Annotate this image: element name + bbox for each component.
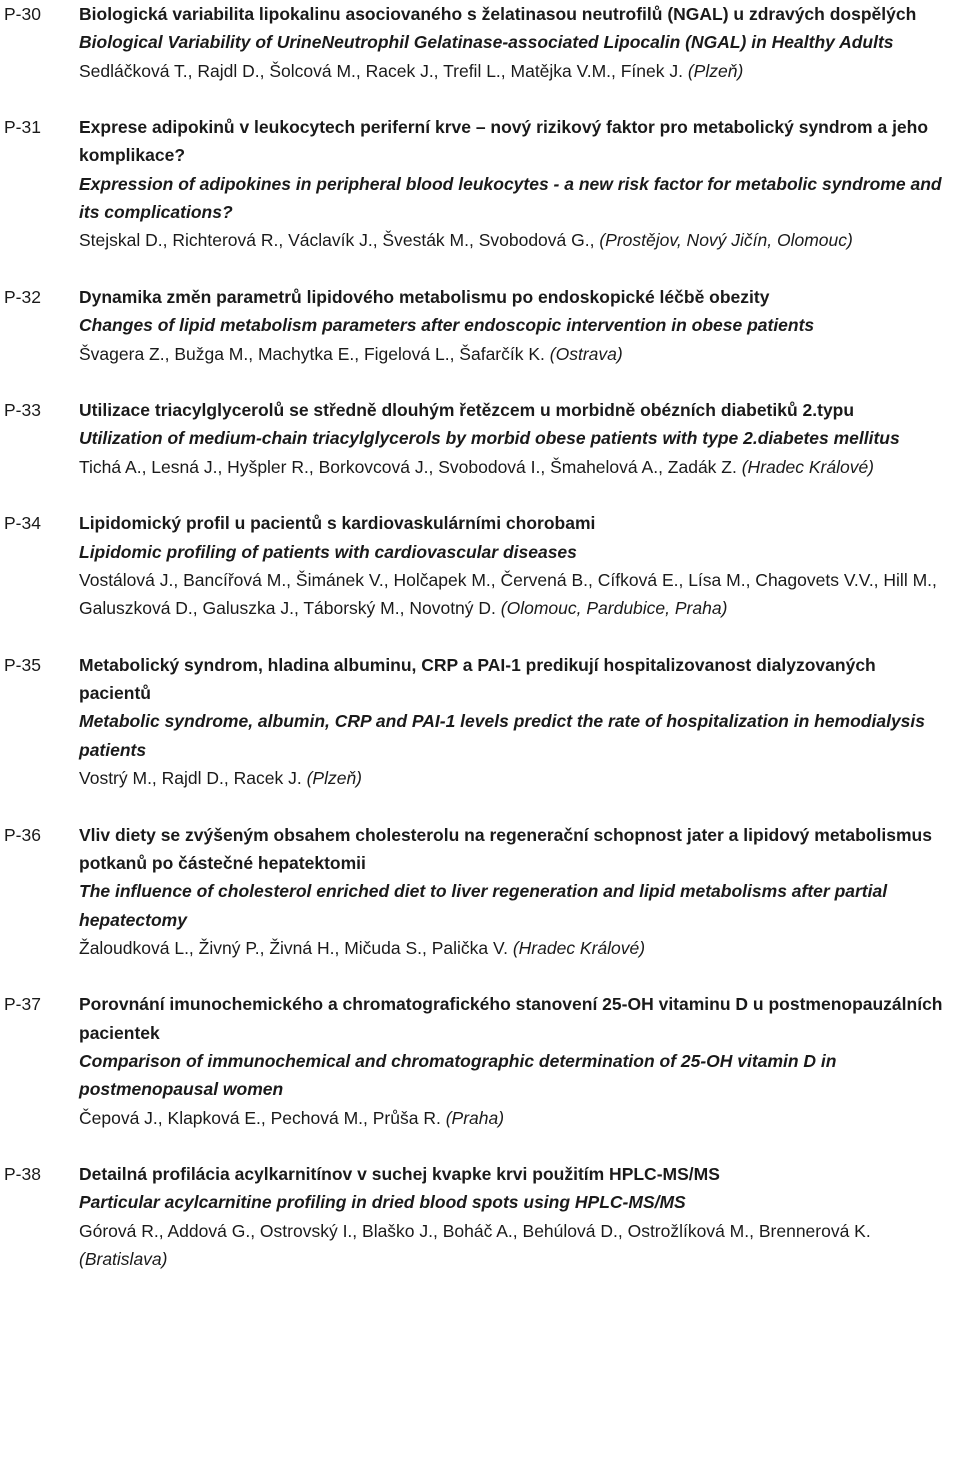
title-english: Particular acylcarnitine profiling in dried blood spots using HPLC-MS/MS xyxy=(79,1192,686,1213)
authors-line xyxy=(79,566,952,623)
spacer xyxy=(0,962,960,990)
entry-p31 xyxy=(0,113,960,254)
title-english: Utilization of medium-chain triacylglycerols by morbid obese patients with type 2.diabetes mellitus xyxy=(79,428,900,449)
entry-code: P-36 xyxy=(4,824,41,845)
authors: Tichá A., Lesná J., Hyšpler R., Borkovcová J., Svobodová I., Šmahelová A., Zadák Z. xyxy=(79,456,737,477)
authors: Stejskal D., Richterová R., Václavík J., Švesták M., Svobodová G., xyxy=(79,230,595,251)
spacer xyxy=(0,255,960,283)
title-czech: Porovnání imunochemického a chromatografického stanovení 25-OH vitaminu D u postmenopauzálních pacientek xyxy=(79,994,943,1043)
place: (Bratislava) xyxy=(79,1249,168,1270)
entry-p37 xyxy=(0,990,960,1131)
authors: Čepová J., Klapková E., Pechová M., Průša R. xyxy=(79,1107,441,1128)
entry-code: P-33 xyxy=(4,400,41,421)
place: (Hradec Králové) xyxy=(741,456,875,477)
entry-p34 xyxy=(0,509,960,622)
place: (Plzeň) xyxy=(306,768,363,789)
authors: Švagera Z., Bužga M., Machytka E., Figelová L., Šafarčík K. xyxy=(79,343,545,364)
place: (Plzeň) xyxy=(687,60,744,81)
title-czech: Utilizace triacylglycerolů se středně dlouhým řetězcem u morbidně obézních diabetiků 2.typu xyxy=(79,400,855,421)
place: (Hradec Králové) xyxy=(512,937,646,958)
title-czech: Dynamika změn parametrů lipidového metabolismu po endoskopické léčbě obezity xyxy=(79,286,770,307)
entry-p33 xyxy=(0,396,960,481)
title-english: Expression of adipokines in peripheral blood leukocytes - a new risk factor for metabolic syndrome and its complications? xyxy=(79,173,942,223)
title-english: Lipidomic profiling of patients with cardiovascular diseases xyxy=(79,541,577,562)
entry-content xyxy=(79,396,960,481)
authors: Sedláčková T., Rajdl D., Šolcová M., Racek J., Trefil L., Matějka V.M., Fínek J. xyxy=(79,60,683,81)
entry-content xyxy=(79,509,960,622)
spacer xyxy=(0,792,960,820)
entry-code: P-31 xyxy=(4,117,41,138)
entry-content xyxy=(79,0,960,85)
place: (Ostrava) xyxy=(549,343,623,364)
entry-content xyxy=(79,990,960,1131)
spacer xyxy=(0,481,960,509)
authors-line xyxy=(79,764,952,792)
entry-p35 xyxy=(0,651,960,792)
entry-content xyxy=(79,1160,960,1273)
authors-line xyxy=(79,934,952,962)
title-czech: Exprese adipokinů v leukocytech periferní krve – nový rizikový faktor pro metabolický syndrom a jeho komplikace? xyxy=(79,117,929,166)
authors-line xyxy=(79,1217,952,1274)
spacer xyxy=(0,368,960,396)
authors-line xyxy=(79,226,952,254)
title-english: Comparison of immunochemical and chromatographic determination of 25-OH vitamin D in postmenopausal women xyxy=(79,1050,837,1100)
spacer xyxy=(0,1132,960,1160)
spacer xyxy=(0,85,960,113)
place: (Olomouc, Pardubice, Praha) xyxy=(500,598,728,619)
authors-line xyxy=(79,453,952,481)
authors: Vostálová J., Bancířová M., Šimánek V., Holčapek M., Červená B., Cífková E., Lísa M., Chagovets V.V., Hill M., Galuszková D., Galuszka J., Táborský M., Novotný D. xyxy=(79,569,937,619)
title-english: The influence of cholesterol enriched diet to liver regeneration and lipid metabolisms after partial hepatectomy xyxy=(79,881,888,930)
authors: Žaloudková L., Živný P., Živná H., Mičuda S., Palička V. xyxy=(79,937,508,958)
authors: Górová R., Addová G., Ostrovský I., Blaško J., Boháč A., Behúlová D., Ostrožlíková M., Brennerová K. xyxy=(79,1220,871,1241)
entry-p30 xyxy=(0,0,960,85)
place: (Praha) xyxy=(445,1107,505,1128)
title-czech: Lipidomický profil u pacientů s kardiovaskulárními chorobami xyxy=(79,513,596,534)
title-english: Metabolic syndrome, albumin, CRP and PAI-1 levels predict the rate of hospitalization in hemodialysis patients xyxy=(79,711,926,760)
authors: Vostrý M., Rajdl D., Racek J. xyxy=(79,768,302,789)
title-english: Biological Variability of UrineNeutrophil Gelatinase-associated Lipocalin (NGAL) in Healthy Adults xyxy=(79,32,894,53)
title-english: Changes of lipid metabolism parameters after endoscopic intervention in obese patients xyxy=(79,315,815,336)
entry-code: P-38 xyxy=(4,1164,41,1185)
entry-code: P-35 xyxy=(4,654,41,675)
entry-content xyxy=(79,283,960,368)
title-czech: Vliv diety se zvýšeným obsahem cholesterolu na regenerační schopnost jater a lipidový metabolismus potkanů po částečné hepatektomii xyxy=(79,824,932,873)
entry-code: P-34 xyxy=(4,513,41,534)
title-czech: Biologická variabilita lipokalinu asociovaného s želatinasou neutrofilů (NGAL) u zdravých dospělých xyxy=(79,4,917,24)
entry-content xyxy=(79,113,960,254)
entry-p38 xyxy=(0,1160,960,1273)
title-czech: Metabolický syndrom, hladina albuminu, CRP a PAI-1 predikují hospitalizovanost dialyzovaných pacientů xyxy=(79,654,876,704)
authors-line xyxy=(79,340,952,368)
entry-p36 xyxy=(0,821,960,962)
entry-code: P-37 xyxy=(4,994,41,1015)
entry-p32 xyxy=(0,283,960,368)
entry-code: P-32 xyxy=(4,286,41,307)
authors-line xyxy=(79,57,952,85)
place: (Prostějov, Nový Jičín, Olomouc) xyxy=(599,230,853,251)
entry-content xyxy=(79,651,960,792)
authors-line xyxy=(79,1104,952,1132)
spacer xyxy=(0,623,960,651)
entry-code: P-30 xyxy=(4,4,41,24)
entry-content xyxy=(79,821,960,962)
title-czech: Detailná profilácia acylkarnitínov v suchej kvapke krvi použitím HPLC-MS/MS xyxy=(79,1164,720,1185)
